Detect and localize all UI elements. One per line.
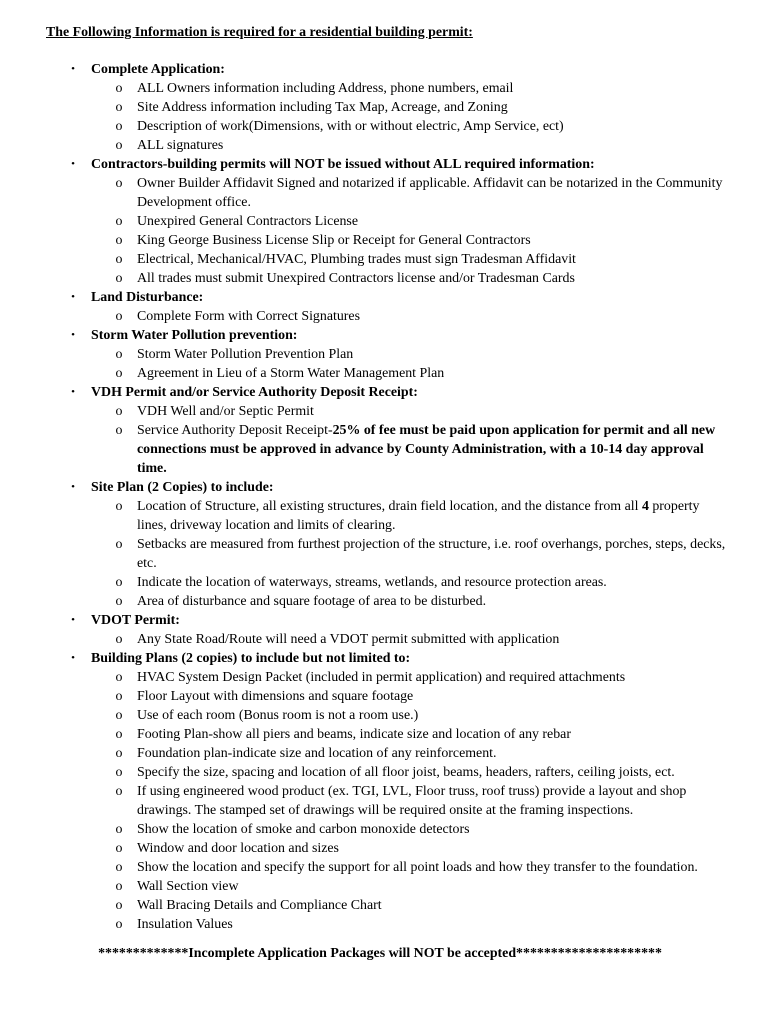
list-item — [91, 744, 730, 763]
circle-bullet-icon: o — [115, 822, 123, 837]
item-text: Specify the size, spacing and location of all floor joist, beams, headers, rafters, ceiling joists, ect. — [137, 765, 675, 780]
circle-bullet-icon: o — [115, 879, 123, 894]
circle-bullet-icon: o — [115, 537, 123, 552]
circle-bullet-icon: o — [115, 860, 123, 875]
item-text: HVAC System Design Packet (included in permit application) and required attachments — [137, 670, 626, 685]
circle-bullet-icon: o — [115, 366, 123, 381]
bullet-icon: • — [71, 652, 75, 664]
requirement-section — [46, 60, 730, 155]
section-heading: Contractors-building permits will NOT be issued without ALL required information: — [91, 157, 595, 172]
list-item — [91, 174, 730, 212]
requirement-section — [46, 155, 730, 288]
requirement-section — [46, 611, 730, 649]
item-text: Wall Section view — [137, 879, 239, 894]
list-item — [91, 402, 730, 421]
circle-bullet-icon: o — [115, 917, 123, 932]
list-item — [91, 231, 730, 250]
circle-bullet-icon: o — [115, 841, 123, 856]
item-text: Site Address information including Tax Map, Acreage, and Zoning — [137, 100, 508, 115]
list-item — [91, 915, 730, 934]
requirement-section — [46, 478, 730, 611]
list-item — [91, 763, 730, 782]
bullet-icon: • — [71, 291, 75, 303]
list-item — [91, 896, 730, 915]
circle-bullet-icon: o — [115, 575, 123, 590]
list-item — [91, 858, 730, 877]
circle-bullet-icon: o — [115, 81, 123, 96]
circle-bullet-icon: o — [115, 100, 123, 115]
item-text: Use of each room (Bonus room is not a room use.) — [137, 708, 419, 723]
item-text: If using engineered wood product (ex. TGI, LVL, Floor truss, roof truss) provide a layout and shop drawings. The stamped set of drawings will be required onsite at the framing inspections. — [137, 784, 687, 818]
document-title: The Following Information is required for a residential building permit: — [46, 25, 473, 40]
list-item — [91, 668, 730, 687]
section-items — [91, 307, 730, 326]
item-text: Wall Bracing Details and Compliance Chart — [137, 898, 382, 913]
item-text: Setbacks are measured from furthest projection of the structure, i.e. roof overhangs, porches, steps, decks, etc. — [137, 537, 726, 571]
list-item — [91, 535, 730, 573]
list-item — [91, 364, 730, 383]
circle-bullet-icon: o — [115, 309, 123, 324]
item-text: Complete Form with Correct Signatures — [137, 309, 360, 324]
section-heading: Land Disturbance: — [91, 290, 204, 305]
item-text: ALL Owners information including Address, phone numbers, email — [137, 81, 514, 96]
list-item — [91, 421, 730, 478]
list-item — [91, 782, 730, 820]
circle-bullet-icon: o — [115, 347, 123, 362]
circle-bullet-icon: o — [115, 784, 123, 799]
item-text: Location of Structure, all existing structures, drain field location, and the distance from all — [137, 499, 642, 514]
section-items — [91, 174, 730, 288]
list-item — [91, 136, 730, 155]
circle-bullet-icon: o — [115, 214, 123, 229]
section-heading: VDH Permit and/or Service Authority Deposit Receipt: — [91, 385, 418, 400]
section-items — [91, 630, 730, 649]
list-item — [91, 117, 730, 136]
circle-bullet-icon: o — [115, 594, 123, 609]
item-text: Indicate the location of waterways, streams, wetlands, and resource protection areas. — [137, 575, 607, 590]
bullet-icon: • — [71, 386, 75, 398]
list-item — [91, 630, 730, 649]
requirement-section — [46, 326, 730, 383]
circle-bullet-icon: o — [115, 404, 123, 419]
item-text: Owner Builder Affidavit Signed and notarized if applicable. Affidavit can be notarized in the Community Development office. — [137, 176, 723, 210]
section-heading: Storm Water Pollution prevention: — [91, 328, 298, 343]
list-item — [91, 687, 730, 706]
circle-bullet-icon: o — [115, 138, 123, 153]
item-text: Floor Layout with dimensions and square footage — [137, 689, 414, 704]
bullet-icon: • — [71, 481, 75, 493]
item-emphasis: 4 — [641, 499, 649, 514]
list-item — [91, 820, 730, 839]
list-item — [91, 725, 730, 744]
item-text: Service Authority Deposit Receipt- — [137, 423, 333, 438]
section-heading: Complete Application: — [91, 62, 225, 77]
circle-bullet-icon: o — [115, 746, 123, 761]
circle-bullet-icon: o — [115, 765, 123, 780]
list-item — [91, 250, 730, 269]
bullet-icon: • — [71, 158, 75, 170]
item-text: Window and door location and sizes — [137, 841, 339, 856]
bullet-icon: • — [71, 63, 75, 75]
item-text: Footing Plan-show all piers and beams, indicate size and location of any rebar — [137, 727, 571, 742]
section-items — [91, 497, 730, 611]
item-text: VDH Well and/or Septic Permit — [137, 404, 314, 419]
circle-bullet-icon: o — [115, 271, 123, 286]
bullet-icon: • — [71, 329, 75, 341]
circle-bullet-icon: o — [115, 119, 123, 134]
circle-bullet-icon: o — [115, 689, 123, 704]
requirement-section — [46, 383, 730, 478]
requirements-list — [46, 60, 730, 934]
item-text: Area of disturbance and square footage of area to be disturbed. — [137, 594, 487, 609]
circle-bullet-icon: o — [115, 233, 123, 248]
list-item — [91, 573, 730, 592]
list-item — [91, 345, 730, 364]
item-text: Show the location of smoke and carbon monoxide detectors — [137, 822, 470, 837]
section-items — [91, 79, 730, 155]
section-items — [91, 402, 730, 478]
circle-bullet-icon: o — [115, 898, 123, 913]
list-item — [91, 877, 730, 896]
list-item — [91, 497, 730, 535]
item-text: Any State Road/Route will need a VDOT permit submitted with application — [137, 632, 560, 647]
item-text: Storm Water Pollution Prevention Plan — [137, 347, 354, 362]
circle-bullet-icon: o — [115, 727, 123, 742]
list-item — [91, 79, 730, 98]
circle-bullet-icon: o — [115, 670, 123, 685]
item-text: Unexpired General Contractors License — [137, 214, 359, 229]
section-heading: Site Plan (2 Copies) to include: — [91, 480, 274, 495]
list-item — [91, 98, 730, 117]
requirement-section — [46, 288, 730, 326]
list-item — [91, 307, 730, 326]
circle-bullet-icon: o — [115, 632, 123, 647]
item-text: King George Business License Slip or Receipt for General Contractors — [137, 233, 531, 248]
item-text: ALL signatures — [137, 138, 224, 153]
bullet-icon: • — [71, 614, 75, 626]
list-item — [91, 212, 730, 231]
item-text-continued: property lines, driveway location and limits of clearing. — [137, 499, 700, 533]
item-text: All trades must submit Unexpired Contractors license and/or Tradesman Cards — [137, 271, 575, 286]
list-item — [91, 706, 730, 725]
section-heading: Building Plans (2 copies) to include but not limited to: — [91, 651, 411, 666]
section-items — [91, 668, 730, 934]
list-item — [91, 839, 730, 858]
list-item — [91, 592, 730, 611]
item-text: Description of work(Dimensions, with or without electric, Amp Service, ect) — [137, 119, 564, 134]
circle-bullet-icon: o — [115, 176, 123, 191]
item-text: Show the location and specify the support for all point loads and how they transfer to the foundation. — [137, 860, 698, 875]
item-text: Electrical, Mechanical/HVAC, Plumbing trades must sign Tradesman Affidavit — [137, 252, 576, 267]
circle-bullet-icon: o — [115, 252, 123, 267]
section-heading: VDOT Permit: — [91, 613, 180, 628]
item-emphasis: 25% of fee must be paid upon application for permit and all new connections must be approved in advance by County Administration, with a 10-14 day approval time. — [137, 423, 716, 476]
item-text: Foundation plan-indicate size and location of any reinforcement. — [137, 746, 497, 761]
list-item — [91, 269, 730, 288]
item-text: Insulation Values — [137, 917, 233, 932]
circle-bullet-icon: o — [115, 708, 123, 723]
circle-bullet-icon: o — [115, 499, 123, 514]
section-items — [91, 345, 730, 383]
item-text: Agreement in Lieu of a Storm Water Management Plan — [137, 366, 445, 381]
requirement-section — [46, 649, 730, 934]
footer-warning: *************Incomplete Application Packages will NOT be accepted********************* — [98, 946, 662, 961]
circle-bullet-icon: o — [115, 423, 123, 438]
